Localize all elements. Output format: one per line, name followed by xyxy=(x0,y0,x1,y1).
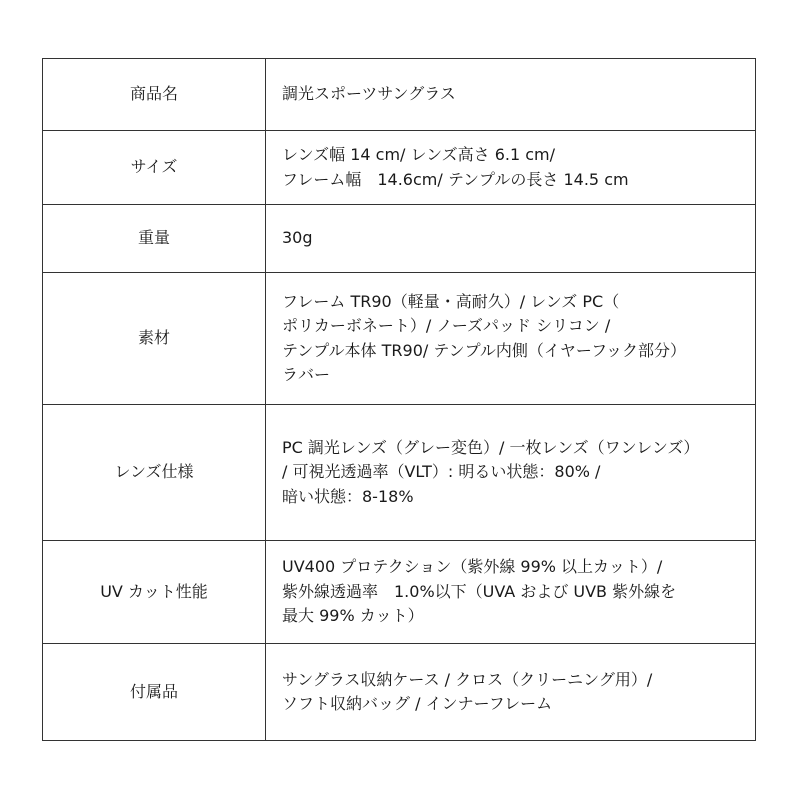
row-value xyxy=(266,131,756,205)
row-label: 素材 xyxy=(43,273,266,405)
value-line: 30g xyxy=(282,228,313,248)
value-line: ポリカーボネート）/ ノーズパッド シリコン / xyxy=(282,316,611,335)
row-label: サイズ xyxy=(43,131,266,205)
table-row-lens-spec xyxy=(43,405,756,541)
value-line: 暗い状態：8-18% xyxy=(282,486,414,506)
table-row-weight xyxy=(43,205,756,273)
value-line: テンプル本体 TR90/ テンプル内側（イヤーフック部分） xyxy=(282,340,687,360)
row-label: UV カット性能 xyxy=(43,541,266,644)
row-value xyxy=(266,205,756,273)
row-label: レンズ仕様 xyxy=(43,405,266,541)
row-value xyxy=(266,644,756,741)
row-label: 商品名 xyxy=(43,59,266,131)
row-value xyxy=(266,59,756,131)
table-row-material xyxy=(43,273,756,405)
row-value xyxy=(266,541,756,644)
row-value xyxy=(266,273,756,405)
table-row-uv-cut xyxy=(43,541,756,644)
spec-table xyxy=(42,58,756,741)
value-line: 調光スポーツサングラス xyxy=(282,84,456,104)
value-line: 最大 99% カット） xyxy=(282,606,424,626)
value-line: サングラス収納ケース / クロス（クリーニング用）/ xyxy=(282,669,653,689)
value-line: PC 調光レンズ（グレー変色）/ 一枚レンズ（ワンレンズ） xyxy=(282,437,700,457)
value-line: フレーム幅 14.6cm/ テンプルの長さ 14.5 cm xyxy=(282,169,629,189)
value-line: UV400 プロテクション（紫外線 99% 以上カット）/ xyxy=(282,557,663,577)
table-row-size xyxy=(43,131,756,205)
row-label: 重量 xyxy=(43,205,266,273)
value-line: ソフト収納バッグ / インナーフレーム xyxy=(282,694,553,713)
row-label: 付属品 xyxy=(43,644,266,741)
value-line: ラバー xyxy=(282,365,331,384)
value-line: / 可視光透過率（VLT）: 明るい状態：80% / xyxy=(282,462,601,482)
value-line: フレーム TR90（軽量・高耐久）/ レンズ PC（ xyxy=(282,291,620,311)
row-value xyxy=(266,405,756,541)
table-row-product-name xyxy=(43,59,756,131)
value-line: レンズ幅 14 cm/ レンズ高さ 6.1 cm/ xyxy=(282,145,556,164)
value-line: 紫外線透過率 1.0%以下（UVA および UVB 紫外線を xyxy=(282,581,677,601)
table-row-accessories xyxy=(43,644,756,741)
